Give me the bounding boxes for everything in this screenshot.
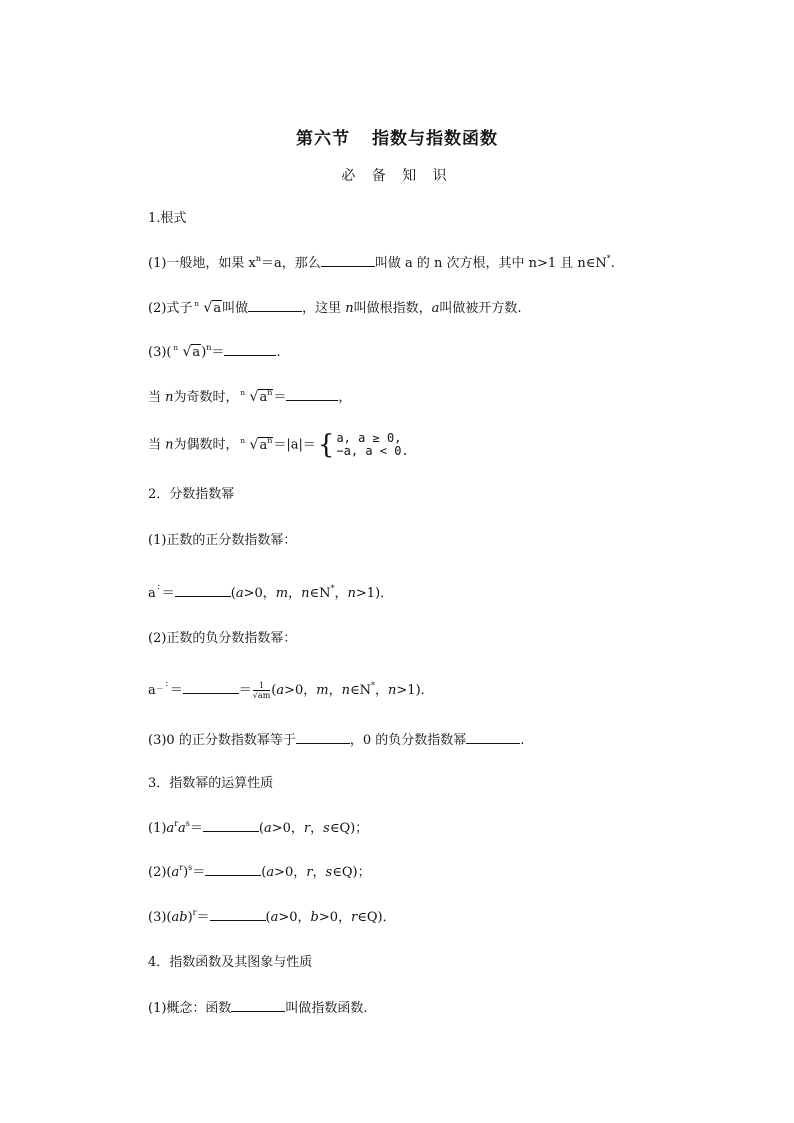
s2-line-2: a:＝ (a>0，m，n∈N*，n>1)． <box>148 582 394 601</box>
page-subtitle: 必 备 知 识 <box>341 168 453 184</box>
radical: n $√a^n$ <box>240 435 273 453</box>
s2-line-4: a－:＝ ＝ $\frac{1}{√am}$ (a>0，m，n∈N*，n>1)． <box>148 679 434 700</box>
s3-line-2: $(2)(a^r)^s= (a>0$，r，s∈Q)； <box>148 863 371 880</box>
fill-blank[interactable] <box>286 388 338 401</box>
page-title <box>0 124 794 149</box>
section-4-heading: 4．指数函数及其图象与性质 <box>148 955 313 970</box>
s1-line-5: 当 n为偶数时， n $√a^n=|a|=${ a, a ≥ 0, −a, a < 0. <box>148 430 409 460</box>
fill-blank[interactable] <box>175 584 231 597</box>
s2-line-5: (3)0 的正分数指数幂等于 ，0 的负分数指数幂 . <box>148 733 525 748</box>
fill-blank[interactable] <box>321 254 375 267</box>
s3-line-1: $(1)a^ra^s= (a>0$，r，s∈Q)； <box>148 819 369 836</box>
fill-blank[interactable] <box>183 681 239 694</box>
fill-blank[interactable] <box>210 908 266 921</box>
section-1-heading: 1.根式 <box>148 211 187 226</box>
fill-blank[interactable] <box>203 819 259 832</box>
s3-line-3: (3)(ab)$^r$＝ (a>0，b>0，r∈Q)． <box>148 908 396 925</box>
fill-blank[interactable] <box>224 343 276 356</box>
section-2-heading: 2．分数指数幂 <box>148 487 235 502</box>
s1-line-2: (2)式子 n √a叫做 ，这里 n叫做根指数，a叫做被开方数. <box>148 300 522 316</box>
title-topic: 指数与指数函数 <box>372 129 498 149</box>
s4-line-1: (1)概念：函数 叫做指数函数. <box>148 1001 368 1016</box>
fill-blank[interactable] <box>248 299 302 312</box>
title-section: 第六节 <box>296 129 350 149</box>
s2-line-3: (2)正数的负分数指数幂： <box>148 631 297 646</box>
fill-blank[interactable] <box>231 999 285 1012</box>
s1-line-4: 当 n为奇数时， n $√a^n=$ ， <box>148 388 352 405</box>
radical: n √a <box>194 300 222 316</box>
section-3-heading: 3．指数幂的运算性质 <box>148 776 274 791</box>
radical: n √a <box>173 344 201 360</box>
radical: n $√a^n$ <box>240 388 273 405</box>
piecewise-cases: a, a ≥ 0, −a, a < 0. <box>336 431 409 458</box>
fill-blank[interactable] <box>296 731 350 744</box>
piecewise-brace: { <box>317 430 335 460</box>
s1-line-1: (1)一般地，如果 $x^n=a$，那么 叫做 a 的 n 次方根，其中 n>1 且 n∈N*. <box>148 254 615 271</box>
s1-line-3: (3)( n √a)$^n$＝ . <box>148 343 281 360</box>
fill-blank[interactable] <box>205 863 261 876</box>
s2-line-1: (1)正数的正分数指数幂： <box>148 533 297 548</box>
fill-blank[interactable] <box>466 731 520 744</box>
fraction: $\frac{1}{√am}$ <box>252 681 271 700</box>
